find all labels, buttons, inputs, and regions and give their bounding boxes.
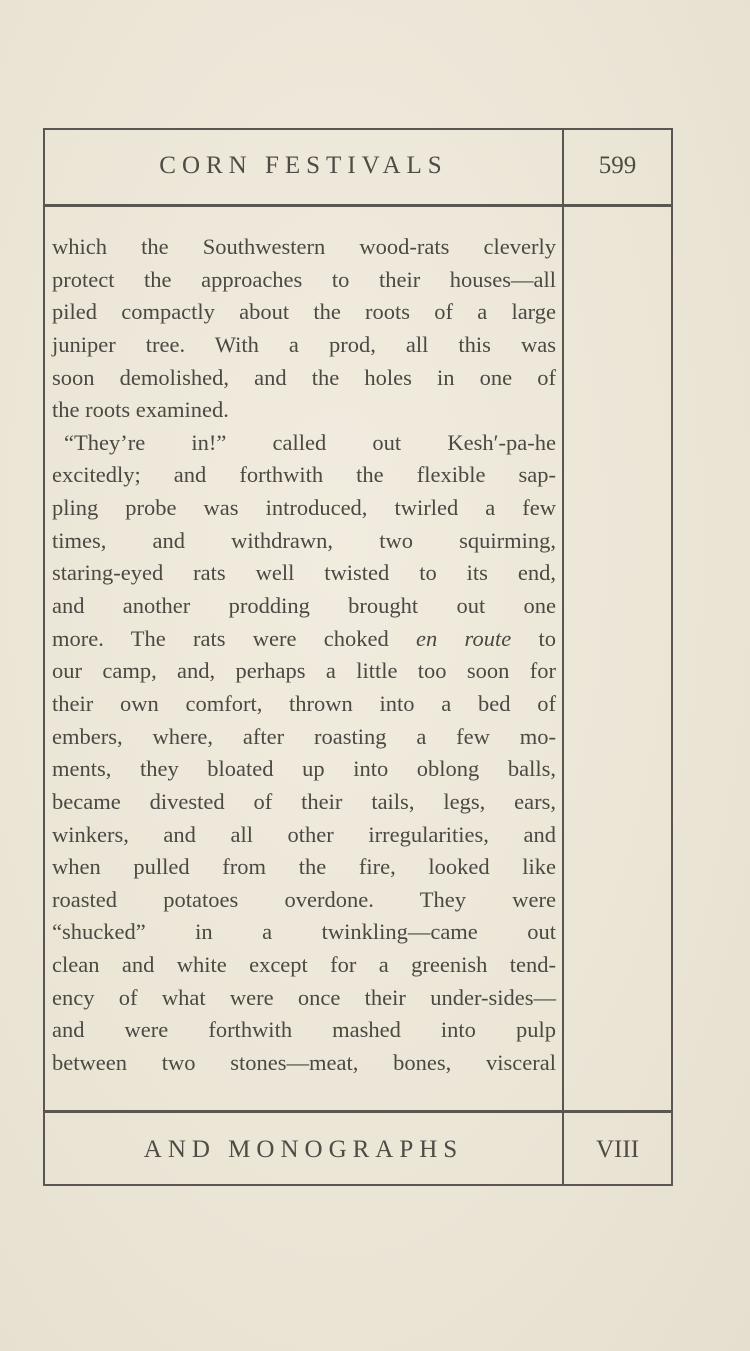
text-line: excitedly; and forthwith the flexible sap-: [52, 462, 556, 488]
text-line: the roots examined.: [52, 397, 229, 423]
text-line: embers, where, after roasting a few mo-: [52, 723, 556, 749]
column-divider: [562, 128, 564, 1186]
text-line: juniper tree. With a prod, all this was: [52, 331, 556, 357]
text-line: and another prodding brought out one: [52, 593, 556, 619]
text-line: piled compactly about the roots of a large: [52, 299, 556, 325]
italic-phrase: en route: [416, 625, 512, 651]
page-number: 599: [598, 152, 637, 179]
text-line: which the Southwestern wood-rats cleverly: [52, 234, 556, 259]
text-line: protect the approaches to their houses—all: [52, 266, 556, 292]
text-line: and were forthwith mashed into pulp: [52, 1017, 556, 1043]
header-rule: [43, 204, 673, 207]
text-line-with-italic: [52, 623, 556, 656]
text-segment: to: [538, 625, 556, 651]
text-line: ments, they bloated up into oblong balls,: [52, 756, 556, 782]
text-line: when pulled from the fire, looked like: [52, 854, 556, 880]
text-line: became divested of their tails, legs, ears,: [52, 788, 556, 814]
text-line: roasted potatoes overdone. They were: [52, 886, 556, 912]
text-line: “shucked” in a twinkling—came out: [52, 919, 556, 945]
volume-number: VIII: [595, 1136, 640, 1163]
text-line: their own comfort, thrown into a bed of: [52, 690, 556, 716]
text-line: pling probe was introduced, twirled a few: [52, 495, 556, 521]
footer-series-title: AND MONOGRAPHS: [143, 1136, 464, 1163]
text-line: times, and withdrawn, two squirming,: [52, 527, 556, 553]
body-paragraphs: [52, 231, 556, 1080]
text-line: “They’re in!” called out Kesh′-pa-he: [64, 429, 556, 455]
text-line: winkers, and all other irregularities, and: [52, 821, 556, 847]
running-head-title: CORN FESTIVALS: [159, 152, 448, 179]
text-line: clean and white except for a greenish tend-: [52, 952, 556, 978]
text-line: soon demolished, and the holes in one of: [52, 364, 556, 390]
text-line: staring-eyed rats well twisted to its end,: [52, 560, 556, 586]
text-line: between two stones—meat, bones, visceral: [52, 1050, 556, 1076]
text-line: our camp, and, perhaps a little too soon for: [52, 658, 556, 684]
text-line: ency of what were once their under-sides—: [52, 984, 556, 1010]
text-segment: more. The rats were choked: [52, 625, 389, 651]
